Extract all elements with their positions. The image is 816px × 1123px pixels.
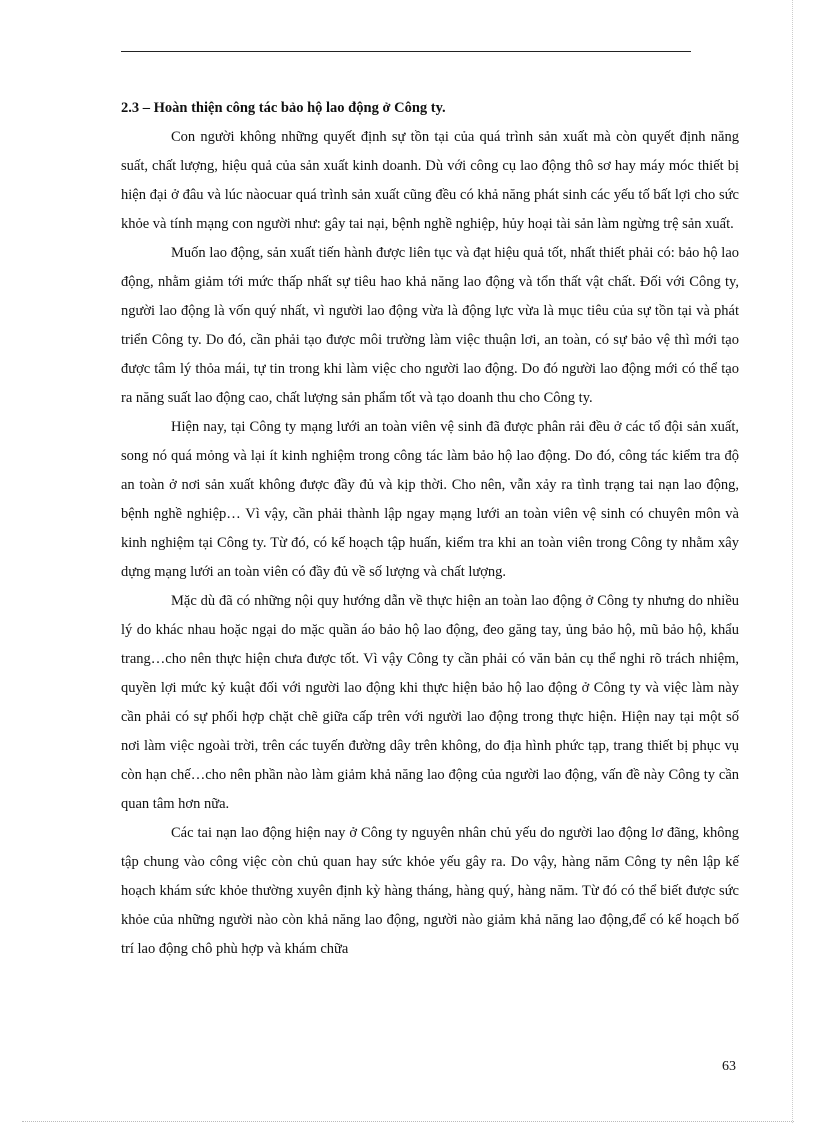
paragraph-3: Hiện nay, tại Công ty mạng lưới an toàn viên vệ sinh đã được phân rải đều ở các tổ đội sản xuất, song nó quá mỏng và lại ít kinh nghiệm trong công tác làm bảo hộ lao động. Do đó, công tác kiểm tra độ an toàn ở nơi sản xuất không được đầy đủ và kịp thời. Cho nên, vẫn xảy ra tình trạng tai nạn lao động, bệnh nghề nghiệp… Vì vậy, cần phải thành lập ngay mạng lưới an toàn viên vệ sinh có chuyên môn và kinh nghiệm tại Công ty. Từ đó, có kế hoạch tập huấn, kiểm tra khi an toàn viên trong Công ty nhằm xây dựng mạng lưới an toàn viên có đầy đủ về số lượng và chất lượng. xyxy=(121,419,739,580)
paragraph-1: Con người không những quyết định sự tồn tại của quá trình sản xuất mà còn quyết định năng suất, chất lượng, hiệu quả của sản xuất kinh doanh. Dù với công cụ lao động thô sơ hay máy móc thiết bị hiện đại ở đâu và lúc nàocuar quá trình sản xuất cũng đều có khả năng phát sinh các yếu tố bất lợi cho sức khỏe và tính mạng con người như: gây tai nại, bệnh nghề nghiệp, hủy hoại tài sản làm ngừng trệ sản xuất. xyxy=(121,129,739,232)
page-body xyxy=(121,95,739,964)
page-number: 63 xyxy=(722,1059,736,1074)
header-rule xyxy=(121,51,691,52)
section-heading: 2.3 – Hoàn thiện công tác bảo hộ lao động ở Công ty. xyxy=(121,100,446,116)
paragraph-2: Muốn lao động, sản xuất tiến hành được liên tục và đạt hiệu quả tốt, nhất thiết phải có: bảo hộ lao động, nhằm giảm tới mức thấp nhất sự tiêu hao khả năng lao động và tổn thất vật chất. Đối với Công ty, người lao động là vốn quý nhất, vì người lao động vừa là động lực vừa là mục tiêu của sự tồn tại và phát triển Công ty. Do đó, cần phải tạo được môi trường làm việc thuận lơi, an toàn, có sự bảo vệ thì mới tạo được tâm lý thỏa mái, tự tin trong khi làm việc cho người lao động. Do đó người lao động mới có thể tạo ra năng suất lao động cao, chất lượng sản phẩm tốt và tạo doanh thu cho Công ty. xyxy=(121,245,739,406)
paragraph-4: Mặc dù đã có những nội quy hướng dẫn về thực hiện an toàn lao động ở Công ty nhưng do nhiều lý do khác nhau hoặc ngại do mặc quần áo bảo hộ lao động, đeo găng tay, ủng bảo hộ, mũ bảo hộ, khẩu trang…cho nên thực hiện chưa được tốt. Vì vậy Công ty cần phải có văn bản cụ thể nghi rõ trách nhiệm, quyền lợi mức kỷ kuật đối với người lao động khi thực hiện bảo hộ lao động ở Công ty và việc làm này cần phải có sự phối hợp chặt chẽ giữa cấp trên với người lao động trong thực hiện. Hiện nay tại một số nơi làm việc ngoài trời, trên các tuyến đường dây trên không, do địa hình phức tạp, trang thiết bị phục vụ còn hạn chế…cho nên phần nào làm giảm khả năng lao động của người lao động, vấn đề này Công ty cần quan tâm hơn nữa. xyxy=(121,593,739,812)
paragraph-5: Các tai nạn lao động hiện nay ở Công ty nguyên nhân chủ yếu do người lao động lơ đãng, không tập chung vào công việc còn chủ quan hay sức khỏe yếu gây ra. Do vậy, hàng năm Công ty nên lập kế hoạch khám sức khỏe thường xuyên định kỳ hàng tháng, hàng quý, hàng năm. Từ đó có thể biết được sức khỏe của những người nào còn khả năng lao động, người nào giảm khả năng lao động,để có kế hoạch bố trí lao động chô phù hợp và khám chữa xyxy=(121,825,739,957)
page-bottom-border xyxy=(22,1121,794,1122)
page-right-border xyxy=(792,0,793,1123)
